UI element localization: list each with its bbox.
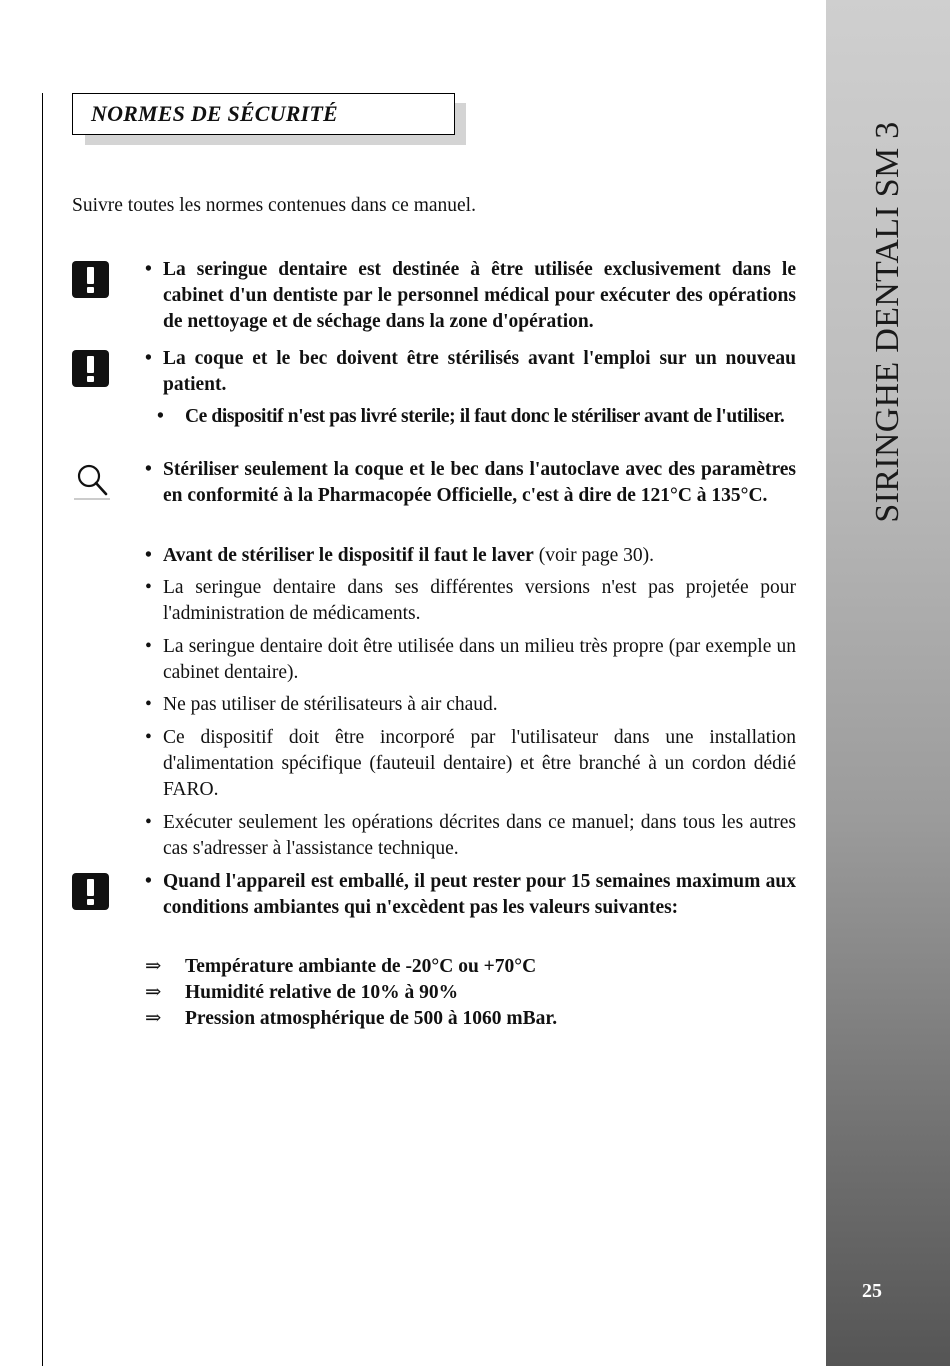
list-item: • La seringue dentaire dans ses différentes versions n'est pas projetée pour l'administration de médicaments. bbox=[145, 577, 796, 624]
arrow-icon: ⇒ bbox=[145, 982, 162, 1003]
sidebar-title-wrap bbox=[826, 0, 950, 555]
list-item: • Ce dispositif n'est pas livré sterile; il faut donc le stériliser avant de l'utiliser. bbox=[157, 406, 785, 427]
list-item: • Ce dispositif doit être incorporé par l'utilisateur dans une installation d'alimentation spécifique (fauteuil dentaire) et être branché à un cordon dédié FARO. bbox=[145, 727, 796, 800]
list-item: • Stériliser seulement la coque et le bec dans l'autoclave avec des paramètres en conformité à la Pharmacopée Officielle, c'est à dire de 121°C à 135°C. bbox=[145, 459, 796, 506]
list-item: • La coque et le bec doivent être stérilisés avant l'emploi sur un nouveau patient. bbox=[145, 348, 796, 395]
magnifier-icon bbox=[72, 460, 112, 502]
list-item: • La seringue dentaire doit être utilisée dans un milieu très propre (par exemple un cabinet dentaire). bbox=[145, 636, 796, 683]
list-item: • Ne pas utiliser de stérilisateurs à air chaud. bbox=[145, 694, 498, 715]
section-title-box bbox=[72, 93, 455, 135]
list-item: • Avant de stériliser le dispositif il faut le laver (voir page 30). bbox=[145, 545, 655, 566]
condition-item: ⇒ Pression atmosphérique de 500 à 1060 mBar. bbox=[145, 1006, 557, 1032]
condition-item: ⇒ Température ambiante de -20°C ou +70°C bbox=[145, 954, 536, 980]
warning-icon bbox=[72, 873, 109, 910]
warning-icon bbox=[72, 261, 109, 298]
section-title: NORMES DE SÉCURITÉ bbox=[91, 101, 338, 126]
list-item: • Exécuter seulement les opérations décrites dans ce manuel; dans tous les autres cas s'adresser à l'assistance technique. bbox=[145, 812, 796, 859]
condition-item: ⇒ Humidité relative de 10% à 90% bbox=[145, 980, 458, 1006]
intro-text: Suivre toutes les normes contenues dans ce manuel. bbox=[72, 195, 476, 216]
arrow-icon: ⇒ bbox=[145, 1008, 162, 1029]
sidebar-band bbox=[826, 0, 950, 1366]
list-item: • Quand l'appareil est emballé, il peut rester pour 15 semaines maximum aux conditions ambiantes qui n'excèdent pas les valeurs suivantes: bbox=[145, 871, 796, 918]
sidebar-title: SIRINGHE DENTALI SM 3 bbox=[869, 121, 906, 523]
warning-icon bbox=[72, 350, 109, 387]
arrow-icon: ⇒ bbox=[145, 956, 162, 977]
left-margin-rule bbox=[42, 93, 43, 1366]
page-number: 25 bbox=[862, 1280, 882, 1302]
list-item: • La seringue dentaire est destinée à être utilisée exclusivement dans le cabinet d'un dentiste par le personnel médical pour exécuter des opérations de nettoyage et de séchage dans la zone d'opération. bbox=[145, 259, 796, 332]
